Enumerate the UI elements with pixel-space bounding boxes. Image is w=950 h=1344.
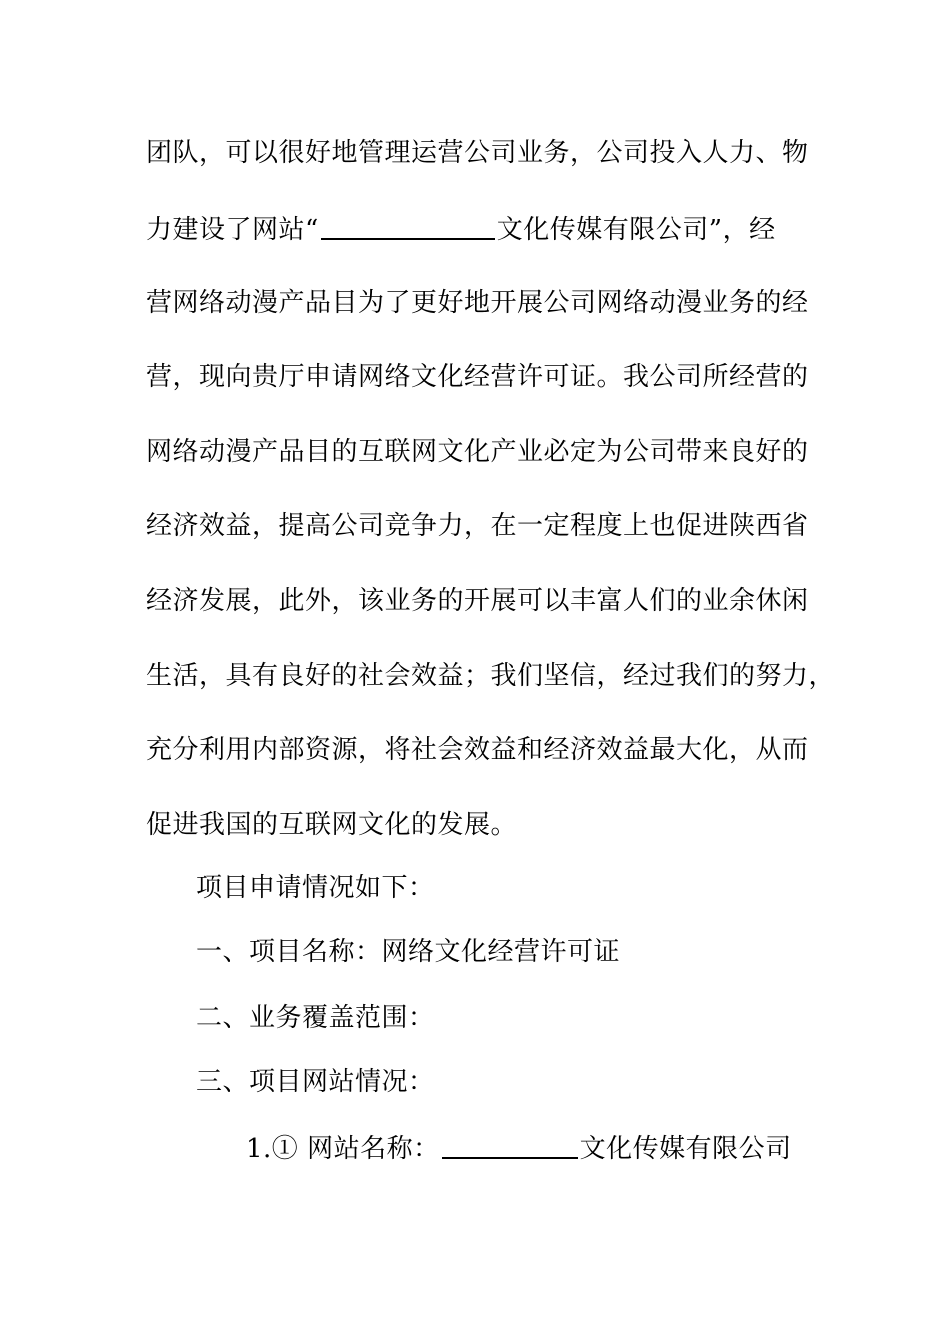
list-item-coverage: 二、业务覆盖范围： xyxy=(196,1003,435,1033)
list-item-website: 三、项目网站情况： xyxy=(196,1067,435,1097)
paragraph-line: 生活，具有良好的社会效益；我们坚信，经过我们的努力， xyxy=(146,661,836,691)
sub-item-suffix: 文化传媒有限公司 xyxy=(579,1134,792,1164)
line-text-prefix: 力建设了网站“ xyxy=(146,215,319,245)
fill-in-blank-line xyxy=(321,208,495,240)
sub-item-website-name xyxy=(246,1127,792,1167)
paragraph-line: 充分利用内部资源，将社会效益和经济效益最大化，从而 xyxy=(146,735,809,765)
sub-item-prefix: 1.① 网站名称： xyxy=(246,1134,440,1164)
list-item-project-name: 一、项目名称：网络文化经营许可证 xyxy=(196,937,621,967)
paragraph-line: 经济效益，提高公司竞争力，在一定程度上也促进陕西省 xyxy=(146,511,809,541)
line-text-suffix: 文化传媒有限公司”，经 xyxy=(496,215,776,245)
paragraph-line: 营网络动漫产品目为了更好地开展公司网络动漫业务的经 xyxy=(146,288,809,318)
paragraph-line: 经济发展，此外，该业务的开展可以丰富人们的业余休闲 xyxy=(146,586,809,616)
fill-in-blank-line xyxy=(442,1127,578,1159)
paragraph-line-website xyxy=(146,208,776,248)
paragraph-line: 促进我国的互联网文化的发展。 xyxy=(146,810,518,840)
paragraph-line: 营，现向贵厅申请网络文化经营许可证。我公司所经营的 xyxy=(146,362,809,392)
section-intro: 项目申请情况如下： xyxy=(196,873,435,903)
paragraph-line: 网络动漫产品目的互联网文化产业必定为公司带来良好的 xyxy=(146,437,809,467)
paragraph-line: 团队，可以很好地管理运营公司业务，公司投入人力、物 xyxy=(146,138,809,168)
